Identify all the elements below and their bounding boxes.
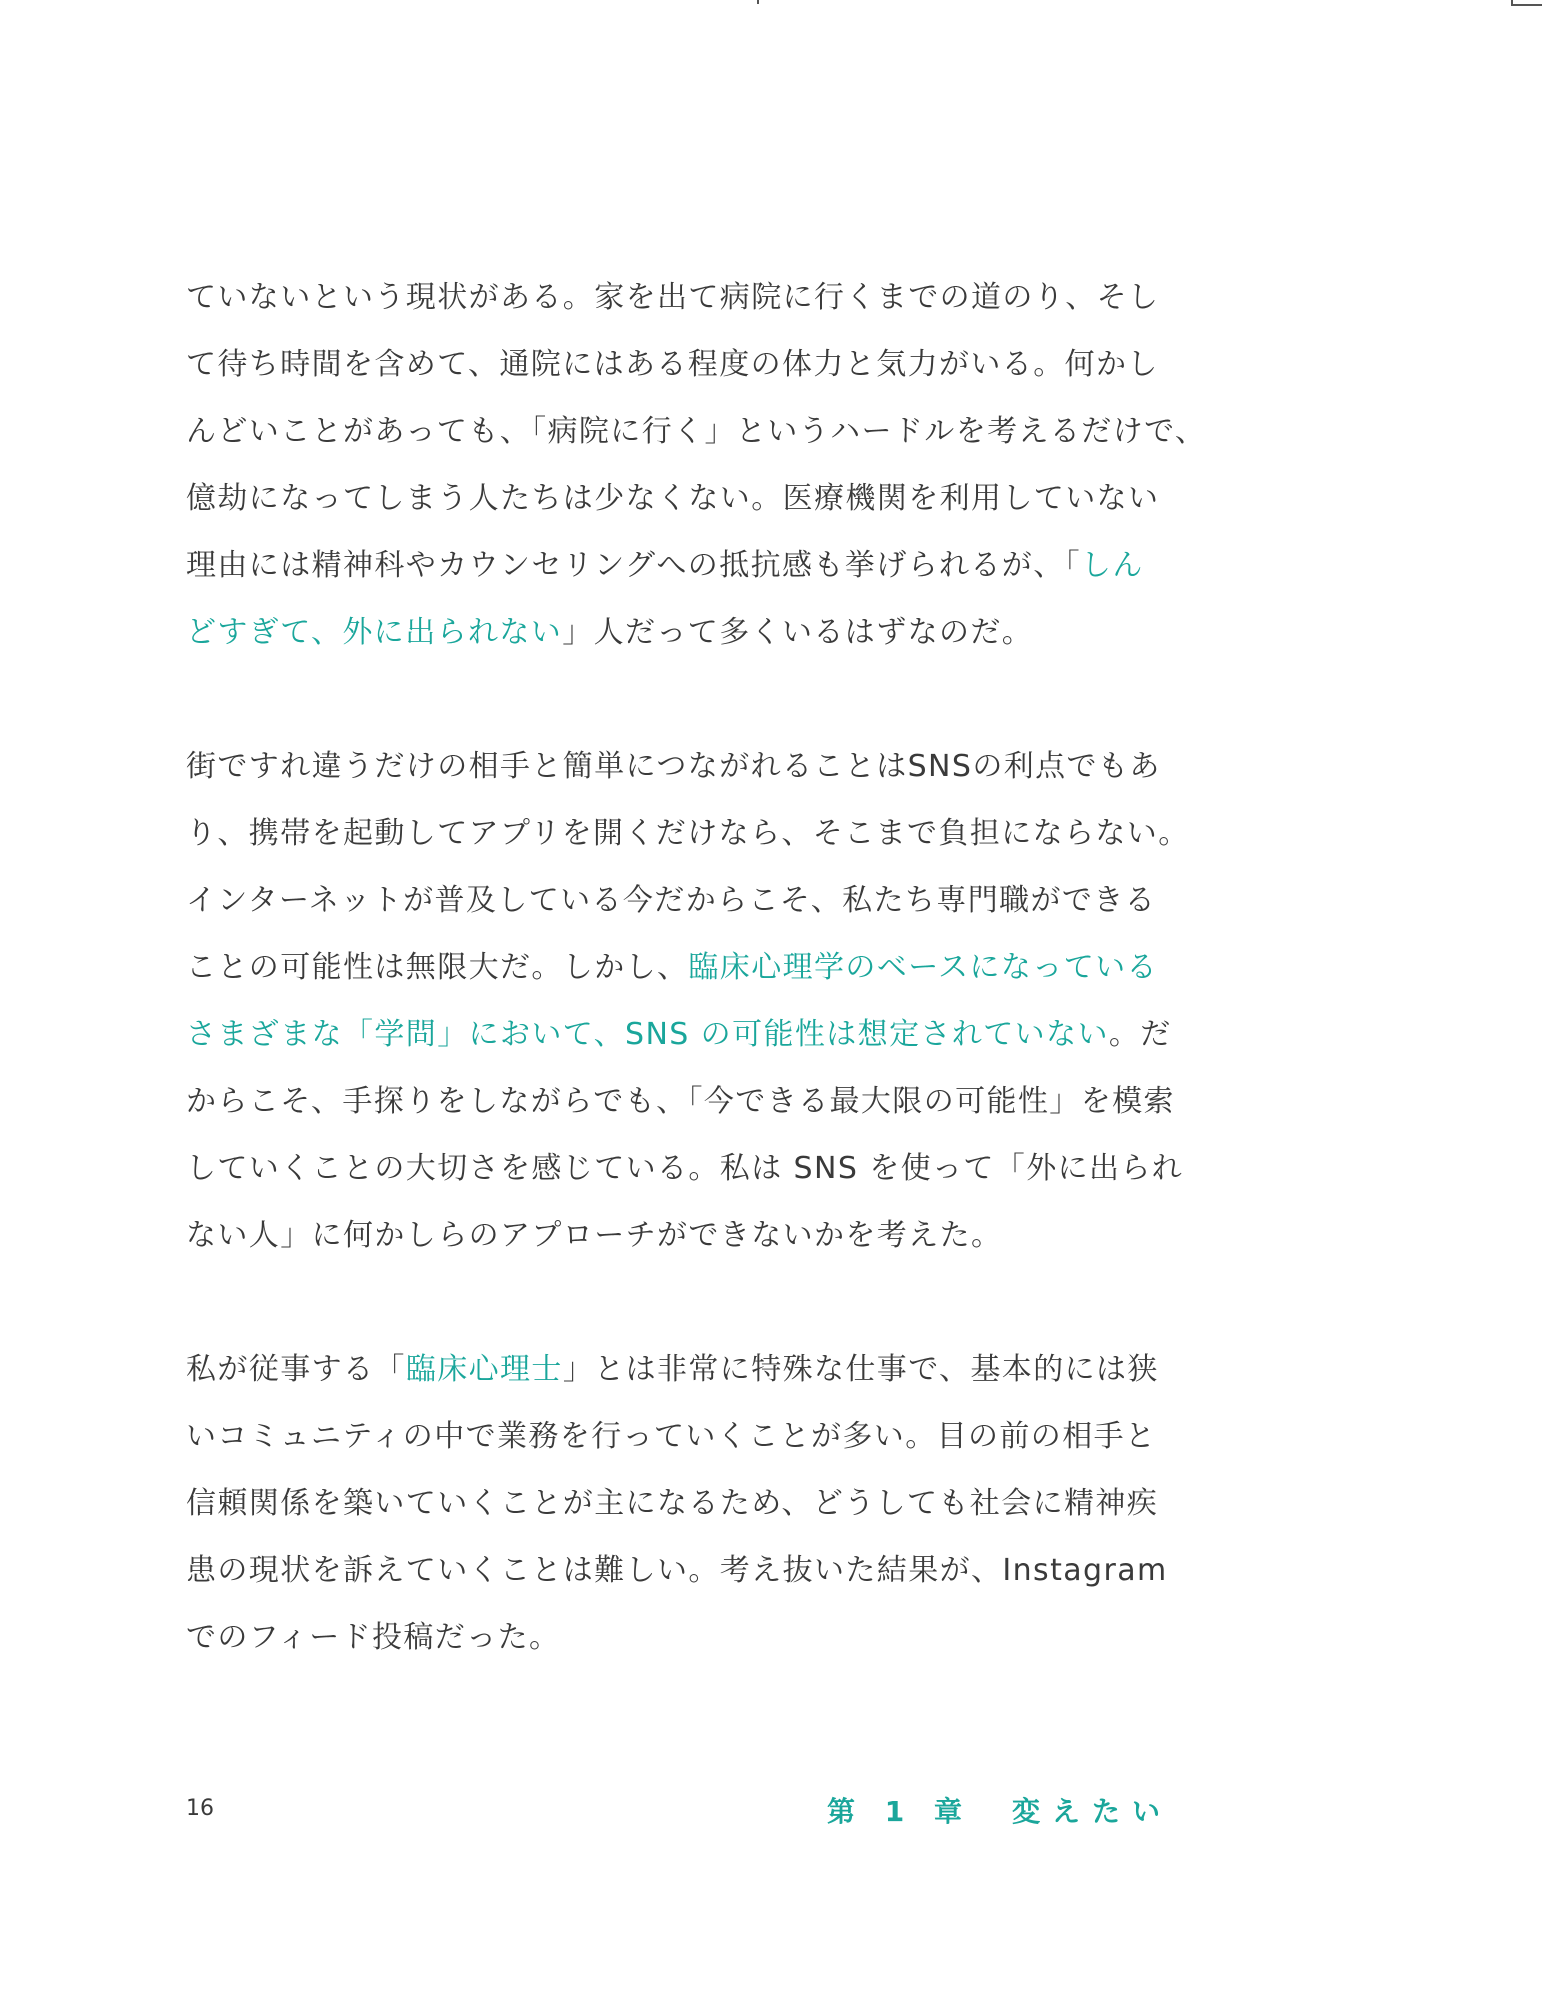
page-number: 16: [186, 1796, 214, 1821]
text-segment: 」人だって多くいるはずなのだ。: [562, 615, 1034, 650]
text-segment: ていないという現状がある。家を出て病院に行くまでの道のり、そし: [186, 280, 1160, 315]
crop-mark-corner-horizontal: [1512, 4, 1542, 6]
paragraph: [186, 1336, 1186, 1671]
text-line: [186, 1068, 1186, 1135]
text-line: [186, 1470, 1186, 1537]
text-segment: んどいことがあっても、「病院に行く」というハードルを考えるだけで、: [186, 414, 1207, 449]
text-line: [186, 599, 1186, 666]
text-segment: 信頼関係を築いていくことが主になるため、どうしても社会に精神疾: [186, 1486, 1159, 1521]
text-line: [186, 1135, 1186, 1202]
text-segment: 。だ: [1108, 1017, 1172, 1052]
text-segment: て待ち時間を含めて、通院にはある程度の体力と気力がいる。何かし: [186, 347, 1159, 382]
text-line: [186, 532, 1186, 599]
paragraph-gap: [186, 1269, 1186, 1336]
crop-mark-top: [757, 0, 759, 4]
text-line: [186, 934, 1186, 1001]
text-line: [186, 800, 1190, 867]
highlighted-text: しん: [1081, 548, 1144, 583]
chapter-title: 変えたい: [1011, 1795, 1172, 1828]
text-line: [186, 1336, 1186, 1403]
highlighted-text: どすぎて、外に出られない: [186, 615, 563, 650]
text-line: [186, 1537, 1186, 1604]
text-segment: 街ですれ違うだけの相手と簡単につながれることはSNSの利点でもあ: [186, 749, 1161, 784]
paragraph-gap: [186, 666, 1186, 733]
text-segment: 億劫になってしまう人たちは少なくない。医療機関を利用していない: [186, 481, 1160, 516]
text-segment: ことの可能性は無限大だ。しかし、: [186, 950, 689, 985]
highlighted-text: さまざまな「学問」において、SNS の可能性は想定されていない: [186, 1017, 1109, 1052]
text-line: [186, 1403, 1186, 1470]
text-line: [186, 733, 1186, 800]
text-segment: していくことの大切さを感じている。私は SNS を使って「外に出られ: [186, 1151, 1184, 1186]
text-segment: でのフィード投稿だった。: [186, 1620, 561, 1655]
text-line: [186, 465, 1186, 532]
highlighted-text: 臨床心理士: [405, 1352, 563, 1387]
text-line: [186, 398, 1207, 465]
text-segment: 患の現状を訴えていくことは難しい。考え抜いた結果が、Instagram: [186, 1553, 1168, 1588]
body-text: [186, 264, 1207, 1671]
text-line: [186, 264, 1186, 331]
text-segment: インターネットが普及している今だからこそ、私たち専門職ができる: [186, 883, 1157, 918]
text-segment: り、携帯を起動してアプリを開くだけなら、そこまで負担にならない。: [186, 816, 1190, 851]
text-segment: 理由には精神科やカウンセリングへの抵抗感も挙げられるが、「: [186, 548, 1081, 583]
text-line: [186, 1001, 1186, 1068]
text-line: [186, 867, 1186, 934]
text-line: [186, 1202, 1186, 1269]
text-segment: からこそ、手探りをしながらでも、「今できる最大限の可能性」を模索: [186, 1084, 1175, 1119]
text-line: [186, 1604, 1186, 1671]
text-line: [186, 331, 1186, 398]
chapter-label: 第 1 章: [827, 1795, 972, 1828]
running-head: [827, 1790, 1172, 1830]
text-segment: 」とは非常に特殊な仕事で、基本的には狭: [562, 1352, 1159, 1387]
paragraph: [186, 264, 1207, 666]
highlighted-text: 臨床心理学のベースになっている: [688, 950, 1158, 985]
text-segment: いコミュニティの中で業務を行っていくことが多い。目の前の相手と: [186, 1419, 1157, 1454]
text-segment: ない人」に何かしらのアプローチができないかを考えた。: [186, 1218, 1003, 1253]
text-segment: 私が従事する「: [186, 1352, 406, 1387]
paragraph: [186, 733, 1190, 1269]
